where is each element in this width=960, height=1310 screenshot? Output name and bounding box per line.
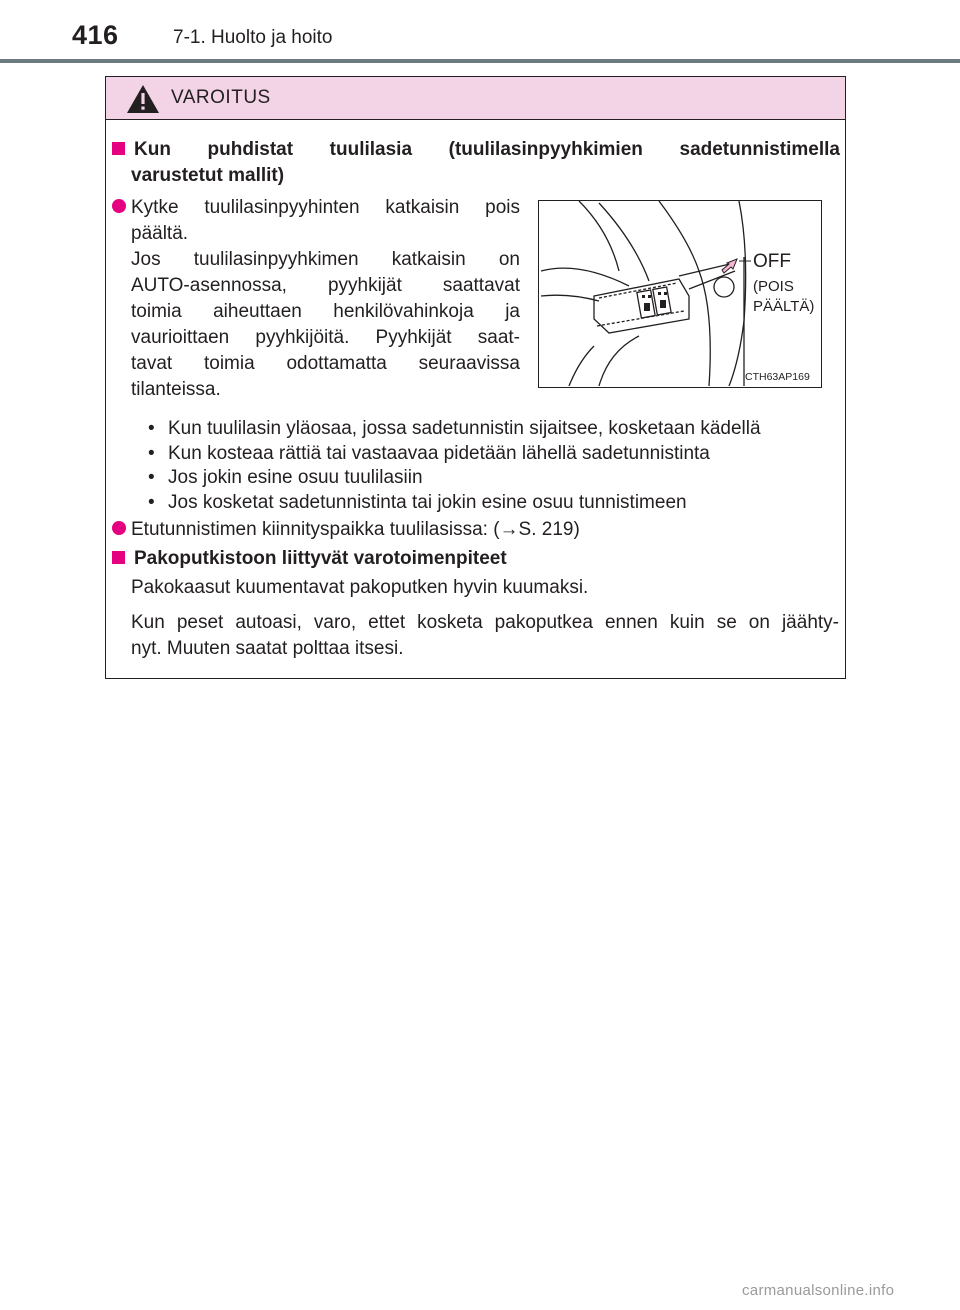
- figure-code: CTH63AP169: [745, 371, 810, 383]
- wiper-switch-figure: [538, 200, 822, 388]
- paragraph-line: toimia aiheuttaen henkilövahinkoja ja: [131, 301, 520, 322]
- list-item: • Jos kosketat sadetunnistinta tai jokin esine osuu tunnistimeen: [148, 491, 687, 513]
- watermark: carmanualsonline.info: [742, 1282, 895, 1299]
- warning-label: VAROITUS: [171, 87, 271, 108]
- paragraph-line: Jos tuulilasinpyyhkimen katkaisin on: [131, 249, 520, 270]
- warning-triangle-icon: [126, 84, 160, 114]
- trigger-bullet-list: [148, 417, 761, 515]
- circle-bullet-icon: [112, 199, 126, 213]
- paragraph-line: Kytke tuulilasinpyyhinten katkaisin pois: [112, 195, 520, 221]
- warning-header: [106, 77, 845, 120]
- paragraph-line: AUTO-asennossa, pyyhkijät saattavat: [131, 275, 520, 296]
- paragraph-line: tavat toimia odottamatta seuraavissa: [131, 353, 520, 374]
- page-number: 416: [72, 20, 119, 50]
- wiper-heading-line1: Kun puhdistat tuulilasia (tuulilasinpyyhkimien sadetunnistimella: [112, 137, 840, 163]
- header-rule: [0, 59, 960, 63]
- section-title: 7-1. Huolto ja hoito: [173, 27, 333, 48]
- square-bullet-icon: [112, 142, 125, 155]
- paragraph-line: nyt. Muuten saatat polttaa itsesi.: [131, 638, 404, 659]
- circle-bullet-icon: [112, 521, 126, 535]
- wiper-switch-paragraph: [112, 195, 520, 403]
- list-item: • Kun tuulilasin yläosaa, jossa sadetunnistin sijaitsee, kosketaan kädellä: [148, 418, 761, 439]
- off-sublabel-2: PÄÄLTÄ): [753, 298, 815, 315]
- off-sublabel-1: (POIS: [753, 278, 794, 295]
- exhaust-paragraph-2: [131, 610, 839, 662]
- list-item: • Jos jokin esine osuu tuulilasiin: [148, 467, 423, 488]
- page-header: [0, 0, 960, 62]
- exhaust-paragraph-1: Pakokaasut kuumentavat pakoputken hyvin kuumaksi.: [131, 577, 589, 598]
- exhaust-heading: Pakoputkistoon liittyvät varotoimenpiteet: [112, 548, 507, 570]
- paragraph-line: Kun peset autoasi, varo, ettet kosketa pakoputkea ennen kuin se on jäähty-: [131, 612, 839, 633]
- paragraph-line: vaurioittaen pyyhkijöitä. Pyyhkijät saat-: [131, 327, 520, 348]
- wiper-heading-line2: varustetut mallit): [131, 165, 285, 186]
- paragraph-line: tilanteissa.: [131, 379, 221, 400]
- square-bullet-icon: [112, 551, 125, 564]
- list-item: • Kun kosteaa rättiä tai vastaavaa pidetään lähellä sadetunnistinta: [148, 442, 710, 464]
- paragraph-line: päältä.: [131, 223, 189, 244]
- front-sensor-note: Etutunnistimen kiinnityspaikka tuulilasissa: (→S. 219): [112, 517, 580, 543]
- off-label: OFF: [753, 251, 791, 272]
